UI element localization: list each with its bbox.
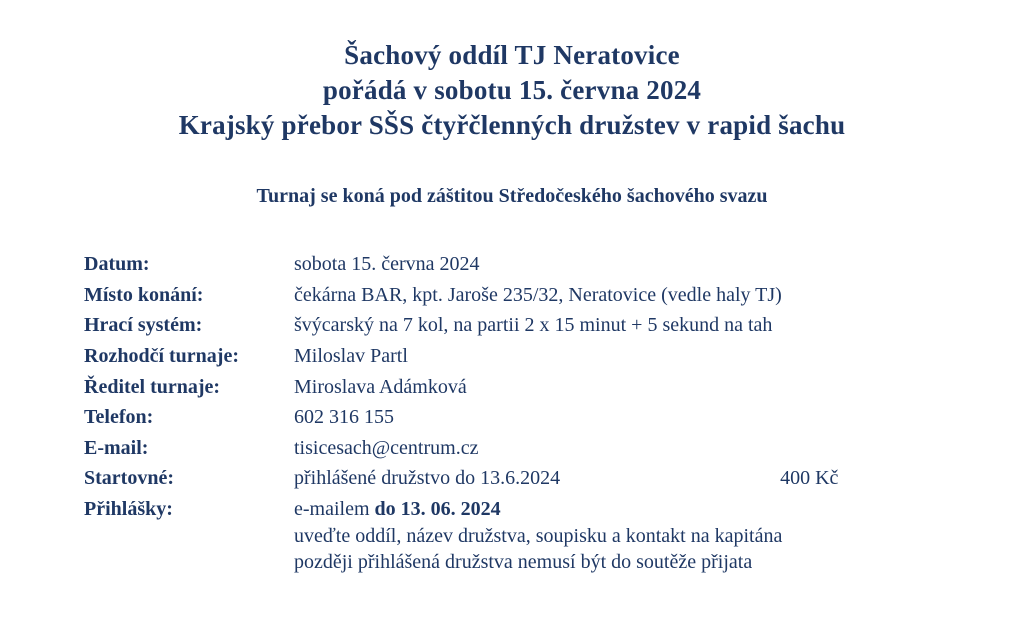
prihlasky-line (294, 497, 838, 523)
detail-label-prihlasky: Přihlášky: (84, 498, 173, 521)
table-row (84, 373, 838, 404)
detail-value-email[interactable]: tisicesach@centrum.cz (294, 436, 479, 459)
heading-line-event: Krajský přebor SŠS čtyřčlenných družstev v rapid šachu (178, 110, 846, 141)
detail-value-misto-konani: čekárna BAR, kpt. Jaroše 235/32, Neratovice (vedle haly TJ) (294, 283, 782, 306)
prihlasky-deadline: do 13. 06. 2024 (374, 498, 501, 521)
heading-line-organizer: Šachový oddíl TJ Neratovice (344, 40, 680, 70)
detail-value-datum: sobota 15. června 2024 (294, 253, 480, 276)
detail-label-email: E-mail: (84, 436, 149, 459)
table-row (84, 403, 838, 434)
table-row (84, 250, 838, 281)
detail-value-hraci-system: švýcarský na 7 kol, na partii 2 x 15 minut + 5 sekund na tah (294, 314, 773, 337)
prihlasky-note-2: později přihlášená družstva nemusí být do soutěže přijata (294, 550, 753, 573)
detail-label-hraci-system: Hrací systém: (84, 314, 203, 337)
table-row (84, 281, 838, 312)
detail-label-reditel: Ředitel turnaje: (84, 375, 221, 398)
detail-value-rozhodci: Miloslav Partl (294, 345, 408, 368)
table-row (84, 311, 838, 342)
prihlasky-prefix: e-mailem (294, 498, 375, 521)
detail-value-reditel: Miroslava Adámková (294, 375, 467, 398)
document-subtitle: Turnaj se koná pod záštitou Středočeského šachového svazu (256, 185, 768, 208)
document-heading (0, 38, 1024, 143)
table-row (84, 464, 838, 495)
detail-value-prihlasky (294, 495, 838, 578)
prihlasky-note-1: uveďte oddíl, název družstva, soupisku a kontakt na kapitána (294, 524, 783, 547)
detail-label-rozhodci: Rozhodčí turnaje: (84, 345, 239, 368)
tournament-details-table (84, 250, 838, 577)
startovne-amount: 400 Kč (780, 467, 839, 490)
startovne-text: přihlášené družstvo do 13.6.2024 (294, 467, 561, 490)
table-row (84, 434, 838, 465)
detail-value-telefon: 602 316 155 (294, 406, 394, 429)
detail-label-misto-konani: Místo konání: (84, 283, 204, 306)
table-row (84, 342, 838, 373)
document-page (0, 38, 1024, 641)
detail-label-startovne: Startovné: (84, 467, 174, 490)
detail-label-datum: Datum: (84, 253, 150, 276)
detail-value-startovne (294, 464, 838, 495)
table-row (84, 495, 838, 578)
detail-label-telefon: Telefon: (84, 406, 154, 429)
heading-line-date: pořádá v sobotu 15. června 2024 (322, 75, 702, 106)
